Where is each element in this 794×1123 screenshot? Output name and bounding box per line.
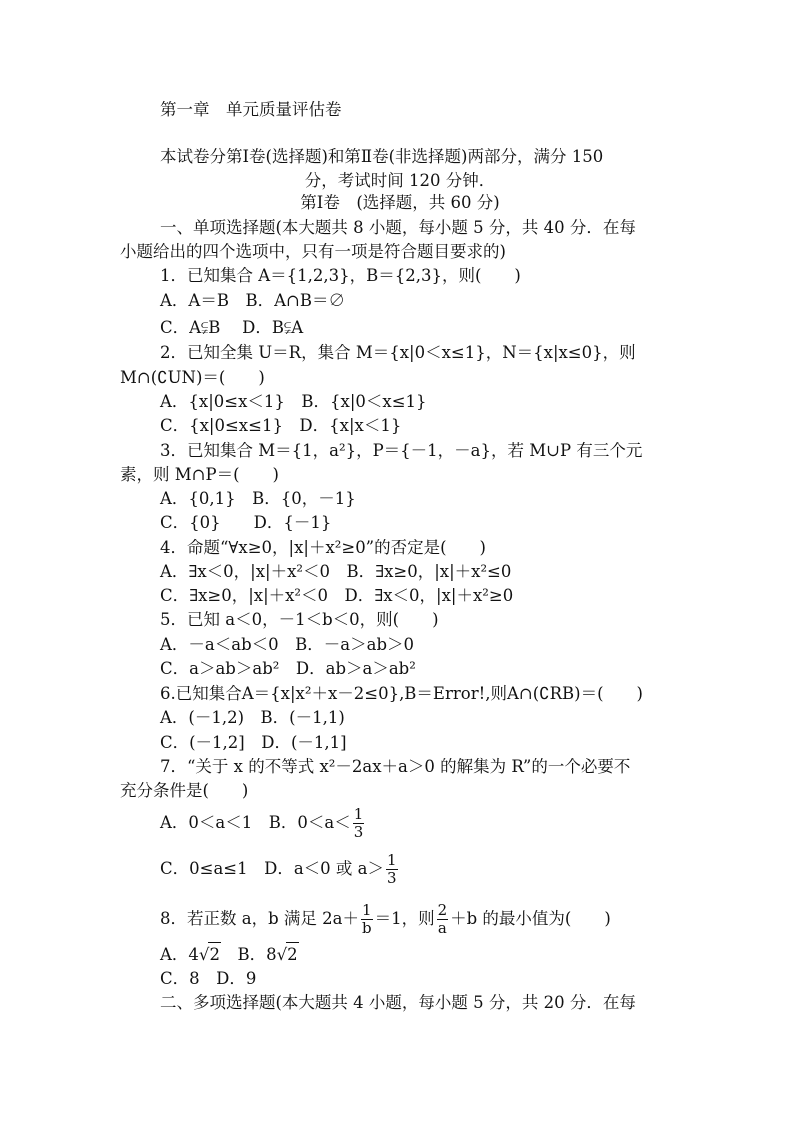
q1-options-row2: C．A⫋B D．B⫋A [160,318,304,337]
q7-fraction-d [386,852,398,887]
q5-options-row2: C．a＞ab＞ab² D．ab＞a＞ab² [160,659,416,678]
q2-options-row1: A．{x|0≤x＜1} B．{x|0＜x≤1} [160,392,427,411]
q4-stem: 4．命题“∀x≥0，|x|＋x²≥0”的否定是( ) [160,538,486,557]
radicand: 2 [286,942,299,967]
sqrt-symbol: √2 [199,942,221,967]
q2-stem-2: M∩(∁UN)＝( ) [120,368,265,387]
q7-fraction-b [353,806,365,841]
q6-stem: 6.已知集合A＝{x|x²＋x－2≤0},B＝Error!,则A∩(∁RB)＝( ) [160,684,643,703]
fraction-denominator: a [437,919,447,937]
q3-stem-2: 素，则 M∩P＝( ) [120,465,279,484]
q6-options-row2: C．(－1,2] D．(－1,1] [160,733,347,752]
q8-fraction-2-over-a [437,902,449,937]
q8-stem-part-a: 8．若正数 a，b 满足 2a＋ [160,909,359,928]
intro-line-1: 本试卷分第Ⅰ卷(选择题)和第Ⅱ卷(非选择题)两部分，满分 150 [160,147,604,166]
q7-stem-1: 7．“关于 x 的不等式 x²－2ax＋a＞0 的解集为 R”的一个必要不 [160,757,631,776]
q5-stem: 5．已知 a＜0，－1＜b＜0，则( ) [160,610,439,629]
q8-options-row1 [160,942,720,967]
radicand: 2 [208,942,221,967]
fraction-denominator: b [361,919,372,937]
q8-stem-part-b: ＝1，则 [374,909,435,928]
q4-options-row2: C．∃x≥0，|x|＋x²＜0 D．∃x＜0，|x|＋x²≥0 [160,586,514,605]
fraction-denominator: 3 [353,823,364,841]
q3-options-row1: A．{0,1} B．{0，－1} [160,489,356,508]
q5-options-row1: A．－a＜ab＜0 B．－a＞ab＞0 [160,635,415,654]
section2-heading-1: 二、多项选择题(本大题共 4 小题，每小题 5 分，共 20 分．在每 [160,993,636,1012]
q1-options-row1: A．A＝B B．A∩B＝∅ [160,291,345,310]
q7-stem-2: 充分条件是( ) [120,781,249,800]
q8-stem [160,902,720,937]
q8-option-b: B．8 [220,945,277,964]
q8-option-a: A．4 [160,945,199,964]
section1-heading-1: 一、单项选择题(本大题共 8 小题，每小题 5 分，共 40 分．在每 [160,218,636,237]
fraction-numerator: 2 [437,901,448,919]
q8-options-row2: C．8 D．9 [160,969,257,988]
fraction-numerator: 1 [353,805,364,823]
q7-row1-text: A．0＜a＜1 B．0＜a＜ [160,813,351,832]
q4-options-row1: A．∃x＜0，|x|＋x²＜0 B．∃x≥0，|x|＋x²≤0 [160,562,512,581]
intro-line-2: 分，考试时间 120 分钟． [304,171,496,190]
q7-row2-text: C．0≤a≤1 D．a＜0 或 a＞ [160,859,384,878]
q6-options-row1: A．(－1,2) B．(－1,1) [160,708,345,727]
chapter-title: 第一章 单元质量评估卷 [160,100,342,119]
part-title: 第Ⅰ卷 (选择题，共 60 分) [300,193,500,212]
q2-stem-1: 2．已知全集 U＝R，集合 M＝{x|0＜x≤1}，N＝{x|x≤0}，则 [160,343,636,362]
q7-options-row1 [160,806,720,841]
q1-stem: 1．已知集合 A＝{1,2,3}，B＝{2,3}，则( ) [160,266,521,285]
q8-fraction-1-over-b [361,902,373,937]
q2-options-row2: C．{x|0≤x≤1} D．{x|x＜1} [160,416,402,435]
q3-options-row2: C．{0} D．{－1} [160,513,332,532]
sqrt-symbol: √2 [277,942,299,967]
q8-stem-part-c: ＋b 的最小值为( ) [450,909,611,928]
fraction-numerator: 1 [362,901,372,919]
q3-stem-1: 3．已知集合 M＝{1，a²}，P＝{－1，－a}，若 M∪P 有三个元 [160,441,643,460]
q7-options-row2 [160,852,720,887]
section1-heading-2: 小题给出的四个选项中，只有一项是符合题目要求的) [120,242,506,261]
fraction-denominator: 3 [387,869,397,887]
fraction-numerator: 1 [387,851,397,869]
